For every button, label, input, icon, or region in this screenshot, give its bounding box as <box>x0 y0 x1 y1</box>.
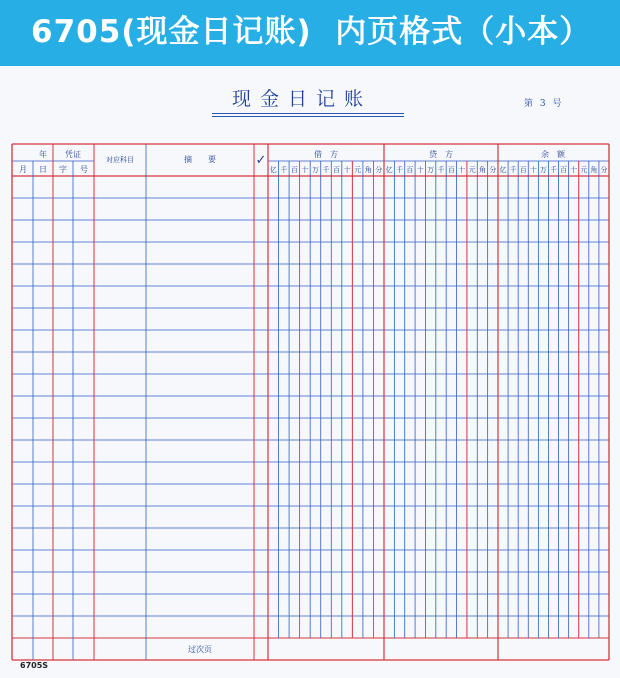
digit-place-label: 万 <box>311 166 319 174</box>
digit-place-label: 百 <box>447 166 455 174</box>
digit-place-label: 角 <box>364 166 372 174</box>
digit-place-label: 千 <box>509 166 517 174</box>
digit-place-label: 千 <box>437 166 445 174</box>
digit-place-label: 分 <box>600 166 608 174</box>
digit-place-label: 十 <box>301 166 309 174</box>
digit-place-label: 十 <box>458 166 466 174</box>
product-code: 6705S <box>20 661 49 670</box>
digit-place-label: 亿 <box>269 166 277 174</box>
digit-place-label: 十 <box>570 166 578 174</box>
digit-place-label: 百 <box>290 166 298 174</box>
digit-place-label: 十 <box>343 166 351 174</box>
digit-place-label: 十 <box>416 166 424 174</box>
header-credit: 贷 方 <box>429 150 453 159</box>
digit-place-label: 百 <box>406 166 414 174</box>
grid-lines <box>12 144 609 660</box>
banner-title: 6705(现金日记账) 内页格式（小本） <box>31 14 592 50</box>
digit-place-label: 万 <box>427 166 435 174</box>
header-voucher-no: 号 <box>80 165 88 174</box>
digit-place-label: 千 <box>322 166 330 174</box>
header-month: 月 <box>19 165 27 174</box>
digit-place-label: 万 <box>539 166 547 174</box>
header-summary: 摘 要 <box>184 155 216 164</box>
header-balance: 余 额 <box>541 150 565 159</box>
header-voucher: 凭证 <box>65 150 81 159</box>
header-day: 日 <box>39 165 47 174</box>
digit-place-label: 元 <box>580 166 588 174</box>
header-labels <box>19 149 607 654</box>
digit-place-label: 千 <box>396 166 404 174</box>
header-check-mark: ✓ <box>255 153 267 168</box>
digit-place-label: 分 <box>375 166 383 174</box>
digit-place-label: 百 <box>333 166 341 174</box>
digit-place-label: 分 <box>489 166 497 174</box>
header-counter-account: 对应科目 <box>106 156 134 164</box>
digit-place-label: 角 <box>478 166 486 174</box>
digit-place-label: 元 <box>468 166 476 174</box>
digit-place-label: 角 <box>590 166 598 174</box>
carry-forward-label: 过次页 <box>188 645 212 654</box>
digit-place-label: 亿 <box>499 166 507 174</box>
form-number: 第 3 号 <box>524 99 564 109</box>
digit-place-label: 元 <box>354 166 362 174</box>
digit-place-label: 十 <box>529 166 537 174</box>
header-debit: 借 方 <box>314 150 338 159</box>
header-voucher-type: 字 <box>59 165 67 174</box>
digit-place-label: 百 <box>560 166 568 174</box>
digit-place-label: 亿 <box>385 166 393 174</box>
ledger-title: 现金日记账 <box>232 88 373 110</box>
digit-place-label: 百 <box>519 166 527 174</box>
header-year: 年 <box>39 150 47 159</box>
digit-place-label: 千 <box>550 166 557 174</box>
digit-place-label: 千 <box>280 166 288 174</box>
